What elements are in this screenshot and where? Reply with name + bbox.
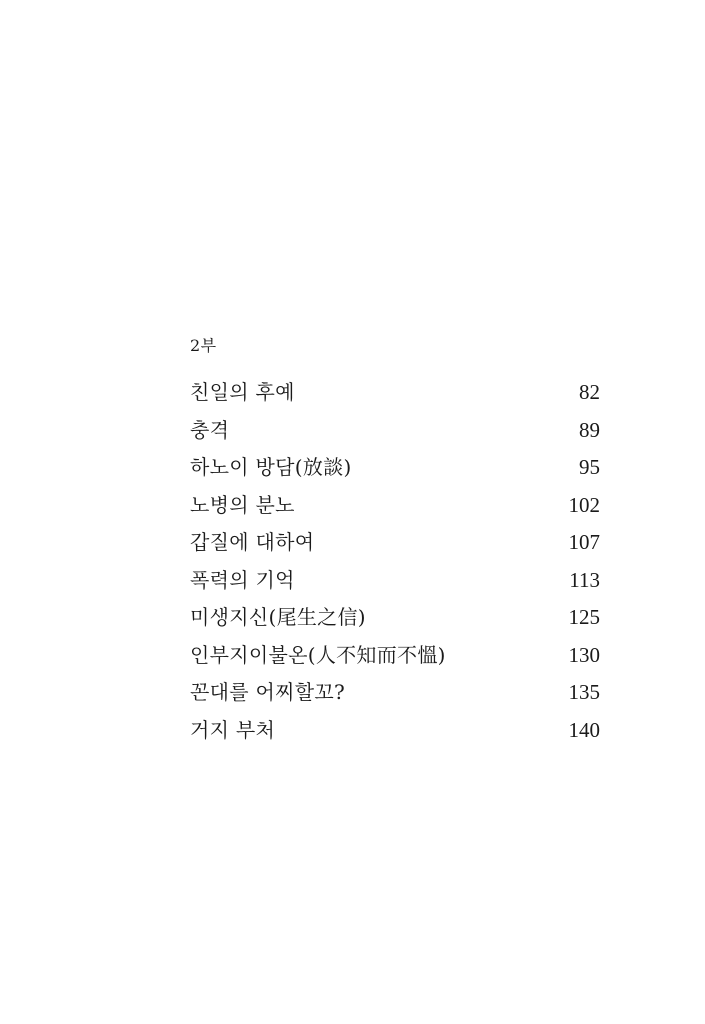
toc-entry-title: 친일의 후예	[190, 380, 295, 404]
toc-entry-title: 미생지신(尾生之信)	[190, 605, 366, 629]
toc-entry-page: 135	[568, 680, 600, 704]
toc-entry-page: 140	[568, 717, 600, 742]
toc-entry	[190, 562, 600, 600]
toc-entry-page: 113	[569, 567, 600, 592]
toc-entry-page: 89	[579, 417, 600, 442]
toc-entry-page: 130	[568, 642, 600, 667]
toc-entry	[190, 412, 600, 450]
toc-entry	[190, 637, 600, 675]
toc-entry-page: 125	[568, 605, 600, 629]
toc-entry	[190, 449, 600, 487]
toc-entry-page: 102	[568, 492, 600, 517]
toc-entry-title: 충격	[190, 417, 230, 442]
toc-entry-title: 폭력의 기억	[190, 567, 295, 592]
toc-entry	[190, 599, 600, 637]
toc-entry	[190, 712, 600, 750]
toc-entry-page: 107	[568, 530, 600, 554]
toc-entry-title: 노병의 분노	[190, 492, 295, 517]
toc-entry-page: 95	[579, 455, 600, 479]
toc-entry-title: 갑질에 대하여	[190, 530, 315, 554]
toc-entry-title: 꼰대를 어찌할꼬?	[190, 680, 346, 704]
toc-entry	[190, 374, 600, 412]
toc-entry-title: 하노이 방담(放談)	[190, 455, 352, 479]
toc-entry-title: 거지 부처	[190, 717, 276, 742]
toc-entry	[190, 674, 600, 712]
toc-entry	[190, 524, 600, 562]
toc-entry-page: 82	[579, 380, 600, 404]
toc-entry-title: 인부지이불온(人不知而不慍)	[190, 642, 446, 667]
table-of-contents	[190, 334, 600, 749]
toc-entry	[190, 487, 600, 525]
toc-entry-list	[190, 374, 600, 749]
part-title: 2부	[190, 336, 217, 355]
